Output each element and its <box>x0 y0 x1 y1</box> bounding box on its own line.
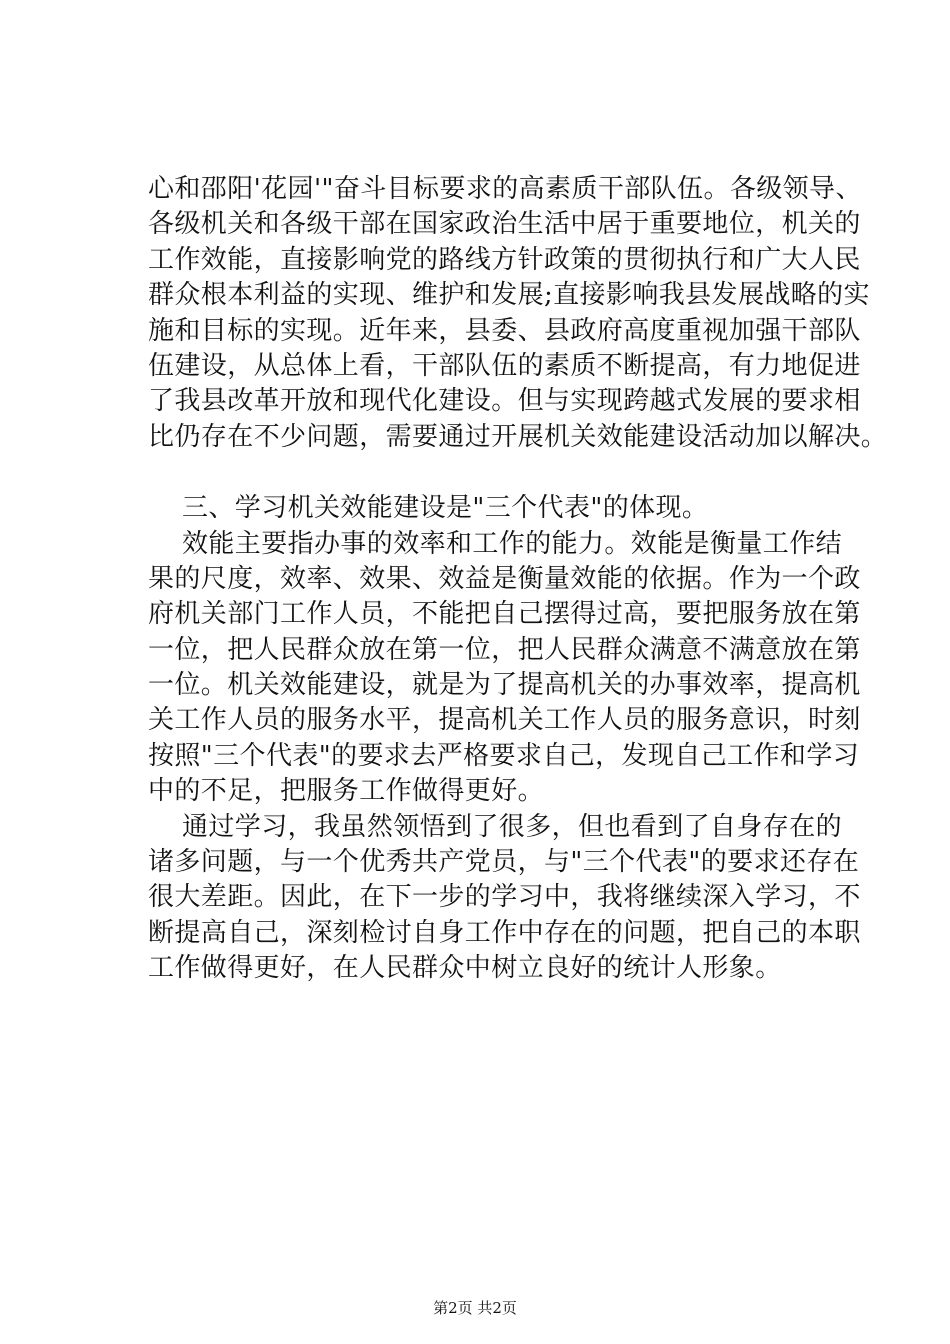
text-line: 一位。机关效能建设，就是为了提高机关的办事效率，提高机 <box>148 670 861 701</box>
page-number-footer: 第2页 共2页 <box>433 1299 517 1317</box>
text-line: 断提高自己，深刻检讨自身工作中存在的问题，把自己的本职 <box>148 917 861 948</box>
text-line: 效能主要指办事的效率和工作的能力。效能是衡量工作结 <box>182 528 843 559</box>
text-line: 伍建设，从总体上看，干部队伍的素质不断提高，有力地促进 <box>148 350 861 381</box>
text-line: 中的不足，把服务工作做得更好。 <box>148 776 545 807</box>
text-line: 心和邵阳'花园'"奋斗目标要求的高素质干部队伍。各级领导、 <box>148 174 862 204</box>
text-line: 了我县改革开放和现代化建设。但与实现跨越式发展的要求相 <box>148 386 861 417</box>
text-line: 诸多问题，与一个优秀共产党员，与"三个代表"的要求还存在 <box>148 847 860 878</box>
text-line: 通过学习，我虽然领悟到了很多，但也看到了自身存在的 <box>182 811 843 842</box>
text-line: 很大差距。因此，在下一步的学习中，我将继续深入学习，不 <box>148 882 861 913</box>
text-line: 工作做得更好，在人民群众中树立良好的统计人形象。 <box>148 953 782 984</box>
text-line: 府机关部门工作人员，不能把自己摆得过高，要把服务放在第 <box>148 599 861 630</box>
section-heading: 三、学习机关效能建设是"三个代表"的体现。 <box>182 493 709 524</box>
text-line: 果的尺度，效率、效果、效益是衡量效能的依据。作为一个政 <box>148 563 861 594</box>
text-line: 各级机关和各级干部在国家政治生活中居于重要地位，机关的 <box>148 209 861 240</box>
text-line: 工作效能，直接影响党的路线方针政策的贯彻执行和广大人民 <box>148 244 861 275</box>
text-line: 施和目标的实现。近年来，县委、县政府高度重视加强干部队 <box>148 315 861 346</box>
text-line: 关工作人员的服务水平，提高机关工作人员的服务意识，时刻 <box>148 705 861 736</box>
document-body <box>148 172 888 987</box>
text-line: 一位，把人民群众放在第一位，把人民群众满意不满意放在第 <box>148 634 861 665</box>
text-line: 按照"三个代表"的要求去严格要求自己，发现自己工作和学习 <box>148 740 860 771</box>
text-line: 群众根本利益的实现、维护和发展;直接影响我县发展战略的实 <box>148 280 870 311</box>
paragraph-1 <box>148 172 888 455</box>
text-line: 比仍存在不少问题，需要通过开展机关效能建设活动加以解决。 <box>148 421 888 452</box>
paragraph-3 <box>148 810 861 987</box>
paragraph-spacer <box>148 455 828 491</box>
paragraph-2 <box>148 527 861 810</box>
